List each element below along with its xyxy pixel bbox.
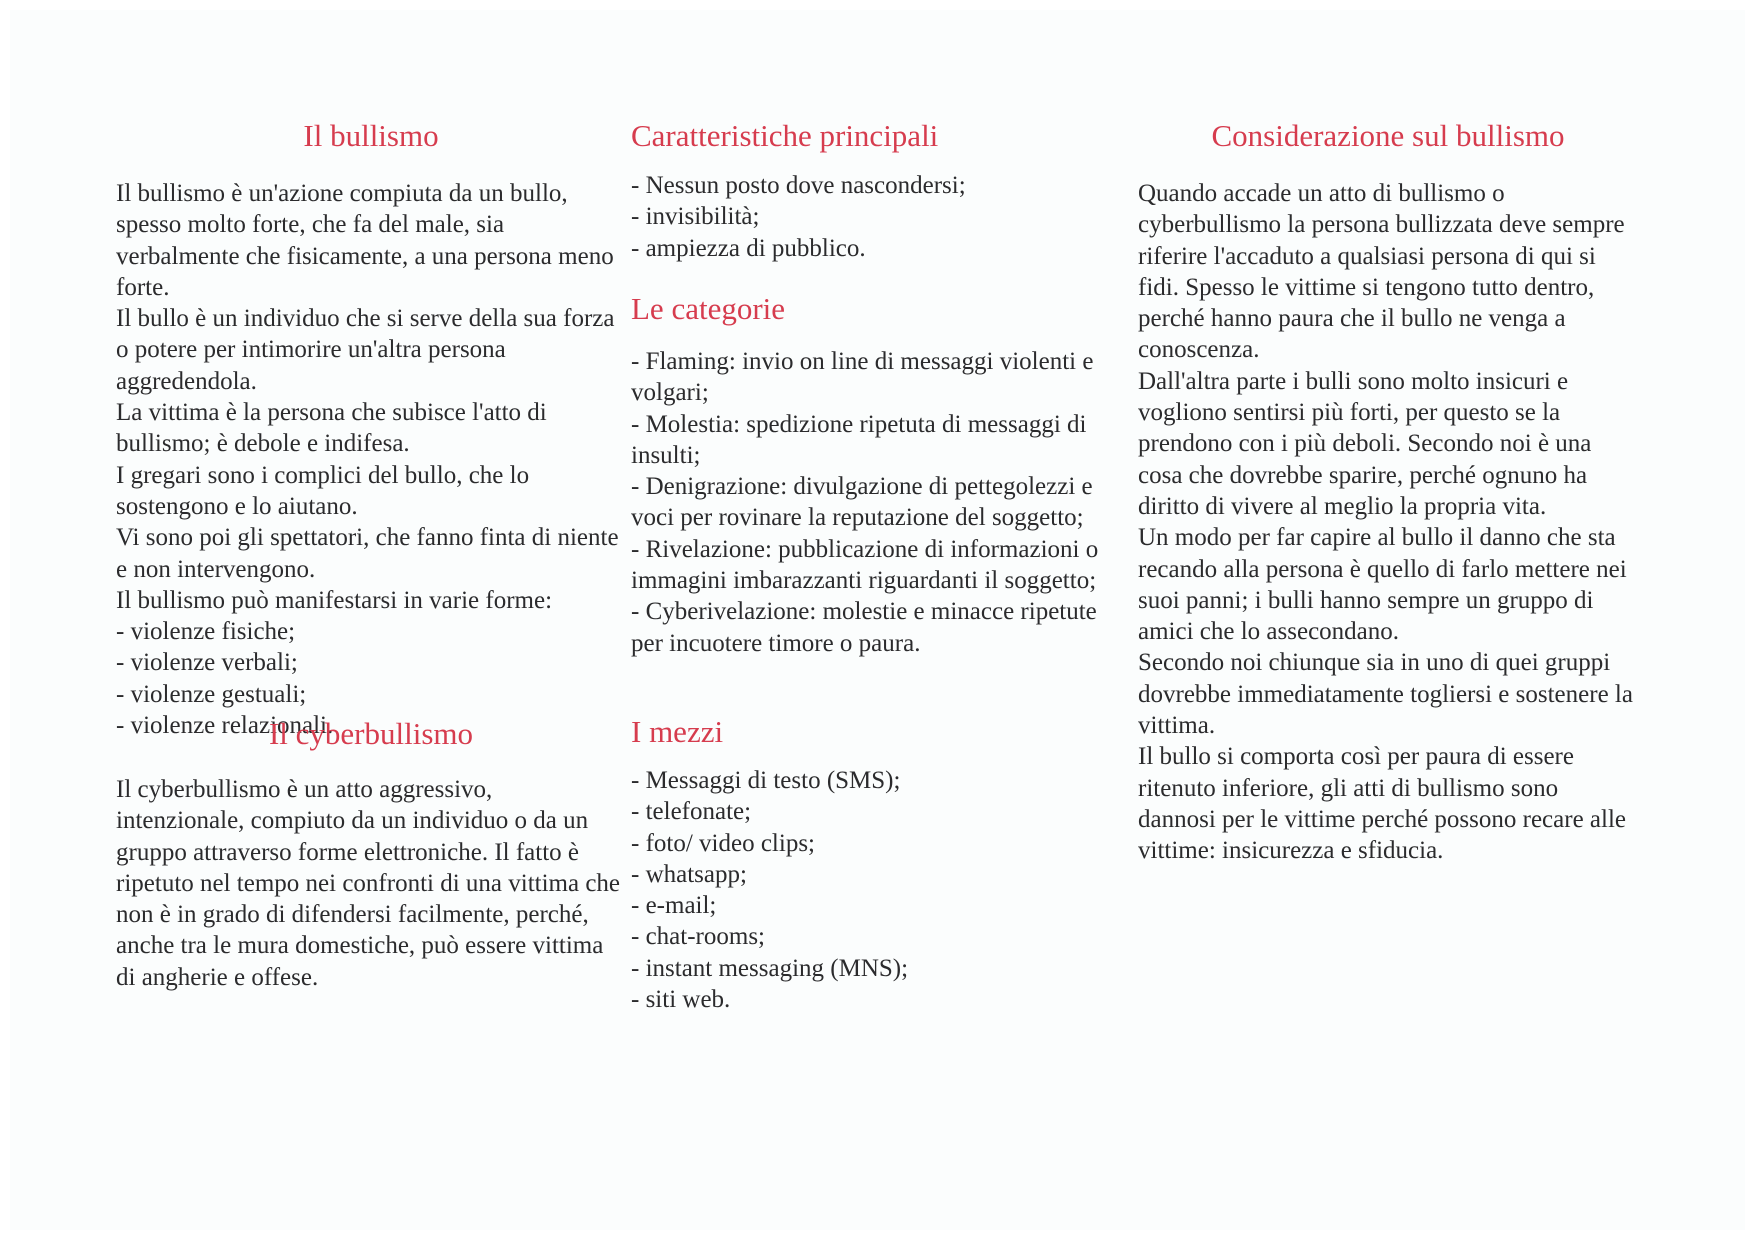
paragraph-definition: Il bullismo è un'azione compiuta da un bullo, spesso molto forte, che fa del male, sia verbalmente che fisicamente, a una persona meno forte. bbox=[116, 180, 614, 301]
list-item: - whatsapp; bbox=[631, 859, 1131, 890]
list-item: - ampiezza di pubblico. bbox=[631, 233, 1131, 264]
heading-il-cyberbullismo: Il cyberbullismo bbox=[268, 716, 474, 751]
list-mezzi bbox=[631, 765, 1131, 1015]
section-bullismo-body bbox=[116, 178, 626, 741]
list-item: - Rivelazione: pubblicazione di informazioni o immagini imbarazzanti riguardanti il soggetto; bbox=[631, 534, 1131, 597]
list-item: - violenze fisiche; bbox=[116, 616, 626, 647]
paragraph-spettatori: Vi sono poi gli spettatori, che fanno finta di niente e non intervengono. bbox=[116, 524, 619, 583]
heading-il-bullismo: Il bullismo bbox=[303, 118, 439, 153]
list-item: - violenze verbali; bbox=[116, 647, 626, 678]
list-item: - Flaming: invio on line di messaggi violenti e volgari; bbox=[631, 346, 1131, 409]
heading-considerazione-sul-bullismo: Considerazione sul bullismo bbox=[1211, 118, 1565, 153]
paragraph-nei-suoi-panni: Un modo per far capire al bullo il danno che sta recando alla persona è quello di farlo mettere nei suoi panni; i bulli hanno sempre un gruppo di amici che lo assecondano. bbox=[1138, 524, 1627, 646]
section-cyberbullismo-body bbox=[116, 774, 626, 993]
list-categorie bbox=[631, 346, 1131, 659]
paragraph-vittima: La vittima è la persona che subisce l'atto di bullismo; è debole e indifesa. bbox=[116, 399, 547, 458]
list-item: - invisibilità; bbox=[631, 201, 1131, 232]
paragraph-gregari: I gregari sono i complici del bullo, che lo sostengono e lo aiutano. bbox=[116, 461, 530, 520]
list-caratteristiche bbox=[631, 170, 1131, 264]
section-considerazione-body bbox=[1138, 178, 1638, 867]
paragraph-sostenere-vittima: Secondo noi chiunque sia in uno di quei gruppi dovrebbe immediatamente togliersi e sostenere la vittima. bbox=[1138, 649, 1633, 740]
list-item: - Denigrazione: divulgazione di pettegolezzi e voci per rovinare la reputazione del soggetto; bbox=[631, 471, 1131, 534]
list-item: - violenze gestuali; bbox=[116, 679, 626, 710]
heading-caratteristiche-principali: Caratteristiche principali bbox=[631, 118, 939, 153]
document-page bbox=[10, 10, 1745, 1230]
list-item: - Messaggi di testo (SMS); bbox=[631, 765, 1131, 796]
paragraph-paura-inferiore: Il bullo si comporta così per paura di essere ritenuto inferiore, gli atti di bullismo sono dannosi per le vittime perché possono recare alle vittime: insicurezza e sfiducia. bbox=[1138, 743, 1627, 865]
paragraph-riferire: Quando accade un atto di bullismo o cyberbullismo la persona bullizzata deve sempre riferire l'accaduto a qualsiasi persona di qui si fidi. Spesso le vittime si tengono tutto dentro, perché hanno paura che il bullo ne venga a conoscenza. bbox=[1138, 180, 1625, 364]
paragraph-bulli-insicuri: Dall'altra parte i bulli sono molto insicuri e vogliono sentirsi più forti, per questo se la prendono con i più deboli. Secondo noi è una cosa che dovrebbe sparire, perché ognuno ha diritto di vivere al meglio la propria vita. bbox=[1138, 367, 1592, 520]
list-item: - telefonate; bbox=[631, 796, 1131, 827]
list-item: - foto/ video clips; bbox=[631, 828, 1131, 859]
paragraph-bullo: Il bullo è un individuo che si serve della sua forza o potere per intimorire un'altra persona aggredendola. bbox=[116, 305, 615, 395]
paragraph-forme-intro: Il bullismo può manifestarsi in varie forme: bbox=[116, 586, 553, 614]
list-item: - violenze relazionali. bbox=[116, 710, 626, 741]
list-item: - e-mail; bbox=[631, 890, 1131, 921]
heading-le-categorie: Le categorie bbox=[631, 291, 786, 326]
list-item: - chat-rooms; bbox=[631, 921, 1131, 952]
list-item: - instant messaging (MNS); bbox=[631, 953, 1131, 984]
list-item: - Molestia: spedizione ripetuta di messaggi di insulti; bbox=[631, 409, 1131, 472]
heading-i-mezzi: I mezzi bbox=[631, 714, 724, 749]
list-item: - siti web. bbox=[631, 984, 1131, 1015]
list-item: - Cyberivelazione: molestie e minacce ripetute per incuotere timore o paura. bbox=[631, 596, 1131, 659]
paragraph-cyberbullismo: Il cyberbullismo è un atto aggressivo, intenzionale, compiuto da un individuo o da un gruppo attraverso forme elettroniche. Il fatto è ripetuto nel tempo nei confronti di una vittima che non è in grado di difendersi facilmente, perché, anche tra le mura domestiche, può essere vittima di angherie e offese. bbox=[116, 776, 621, 991]
list-item: - Nessun posto dove nascondersi; bbox=[631, 170, 1131, 201]
